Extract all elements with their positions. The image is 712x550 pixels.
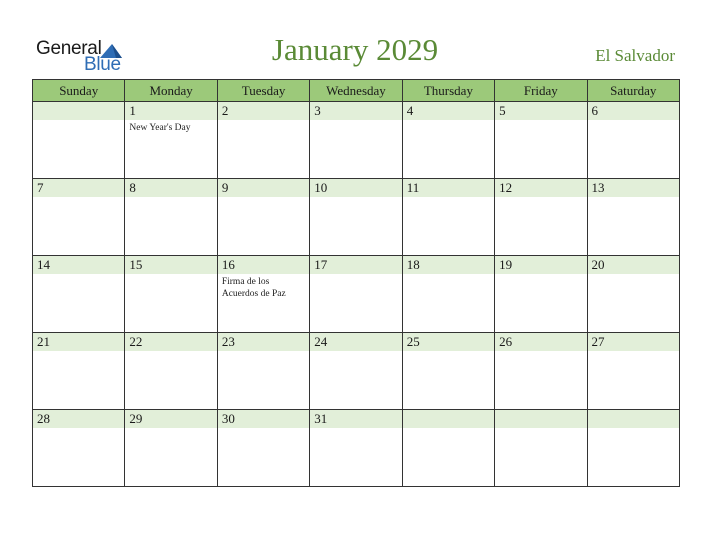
day-cell <box>310 333 402 410</box>
day-cell <box>495 179 587 256</box>
day-number: 15 <box>125 256 216 274</box>
week-row <box>33 102 680 179</box>
day-cell <box>217 102 309 179</box>
day-cell <box>402 179 494 256</box>
day-cell <box>587 410 679 487</box>
day-cell <box>125 256 217 333</box>
day-number: 30 <box>218 410 309 428</box>
day-cell <box>217 333 309 410</box>
weekday-header: Tuesday <box>217 80 309 102</box>
day-cell <box>402 256 494 333</box>
page-title: January 2029 <box>271 32 439 67</box>
day-number <box>495 410 586 428</box>
day-cell <box>217 410 309 487</box>
day-cell <box>495 102 587 179</box>
day-cell <box>495 410 587 487</box>
country-label: El Salvador <box>595 46 675 65</box>
day-number: 29 <box>125 410 216 428</box>
day-cell <box>310 410 402 487</box>
logo <box>36 38 136 74</box>
day-number: 9 <box>218 179 309 197</box>
day-number: 19 <box>495 256 586 274</box>
day-cell <box>125 410 217 487</box>
day-cell <box>495 333 587 410</box>
day-number: 24 <box>310 333 401 351</box>
weekday-header: Thursday <box>402 80 494 102</box>
day-number: 1 <box>125 102 216 120</box>
day-cell <box>587 256 679 333</box>
day-number <box>33 102 124 120</box>
day-cell <box>402 333 494 410</box>
weekday-header: Friday <box>495 80 587 102</box>
day-cell <box>310 102 402 179</box>
day-cell <box>495 256 587 333</box>
day-cell <box>125 179 217 256</box>
weekday-header: Wednesday <box>310 80 402 102</box>
day-number: 2 <box>218 102 309 120</box>
day-number: 22 <box>125 333 216 351</box>
weekday-header: Sunday <box>33 80 125 102</box>
logo-text-blue: Blue <box>84 54 121 75</box>
day-cell <box>587 333 679 410</box>
day-number: 26 <box>495 333 586 351</box>
day-number: 11 <box>403 179 494 197</box>
logo-text-general: General <box>36 38 102 59</box>
day-number: 10 <box>310 179 401 197</box>
day-cell <box>33 102 125 179</box>
day-cell <box>33 256 125 333</box>
day-number: 21 <box>33 333 124 351</box>
day-cell <box>125 333 217 410</box>
day-number: 18 <box>403 256 494 274</box>
day-number: 17 <box>310 256 401 274</box>
day-number: 5 <box>495 102 586 120</box>
day-cell <box>310 179 402 256</box>
day-cell <box>217 256 309 333</box>
day-number: 20 <box>588 256 679 274</box>
day-number: 6 <box>588 102 679 120</box>
day-cell <box>33 179 125 256</box>
calendar-grid <box>32 79 680 487</box>
day-number: 16 <box>218 256 309 274</box>
day-cell <box>587 179 679 256</box>
day-cell <box>402 102 494 179</box>
week-row <box>33 179 680 256</box>
holiday-label: New Year's Day <box>129 123 191 133</box>
day-cell <box>217 179 309 256</box>
day-number <box>403 410 494 428</box>
day-number: 27 <box>588 333 679 351</box>
weekday-header: Saturday <box>587 80 679 102</box>
day-cell <box>310 256 402 333</box>
holiday-label: Firma de los Acuerdos de Paz <box>221 277 286 299</box>
day-number: 14 <box>33 256 124 274</box>
week-row <box>33 410 680 487</box>
day-number: 4 <box>403 102 494 120</box>
day-number: 23 <box>218 333 309 351</box>
day-number: 8 <box>125 179 216 197</box>
weekday-header: Monday <box>125 80 217 102</box>
day-number: 31 <box>310 410 401 428</box>
day-number: 13 <box>588 179 679 197</box>
week-row <box>33 333 680 410</box>
day-number: 28 <box>33 410 124 428</box>
day-cell <box>402 410 494 487</box>
day-number <box>588 410 679 428</box>
day-cell <box>587 102 679 179</box>
week-row <box>33 256 680 333</box>
day-number: 3 <box>310 102 401 120</box>
day-cell <box>33 333 125 410</box>
day-number: 7 <box>33 179 124 197</box>
day-number: 25 <box>403 333 494 351</box>
day-cell <box>125 102 217 179</box>
day-cell <box>33 410 125 487</box>
weekday-header-row <box>33 80 680 102</box>
day-number: 12 <box>495 179 586 197</box>
